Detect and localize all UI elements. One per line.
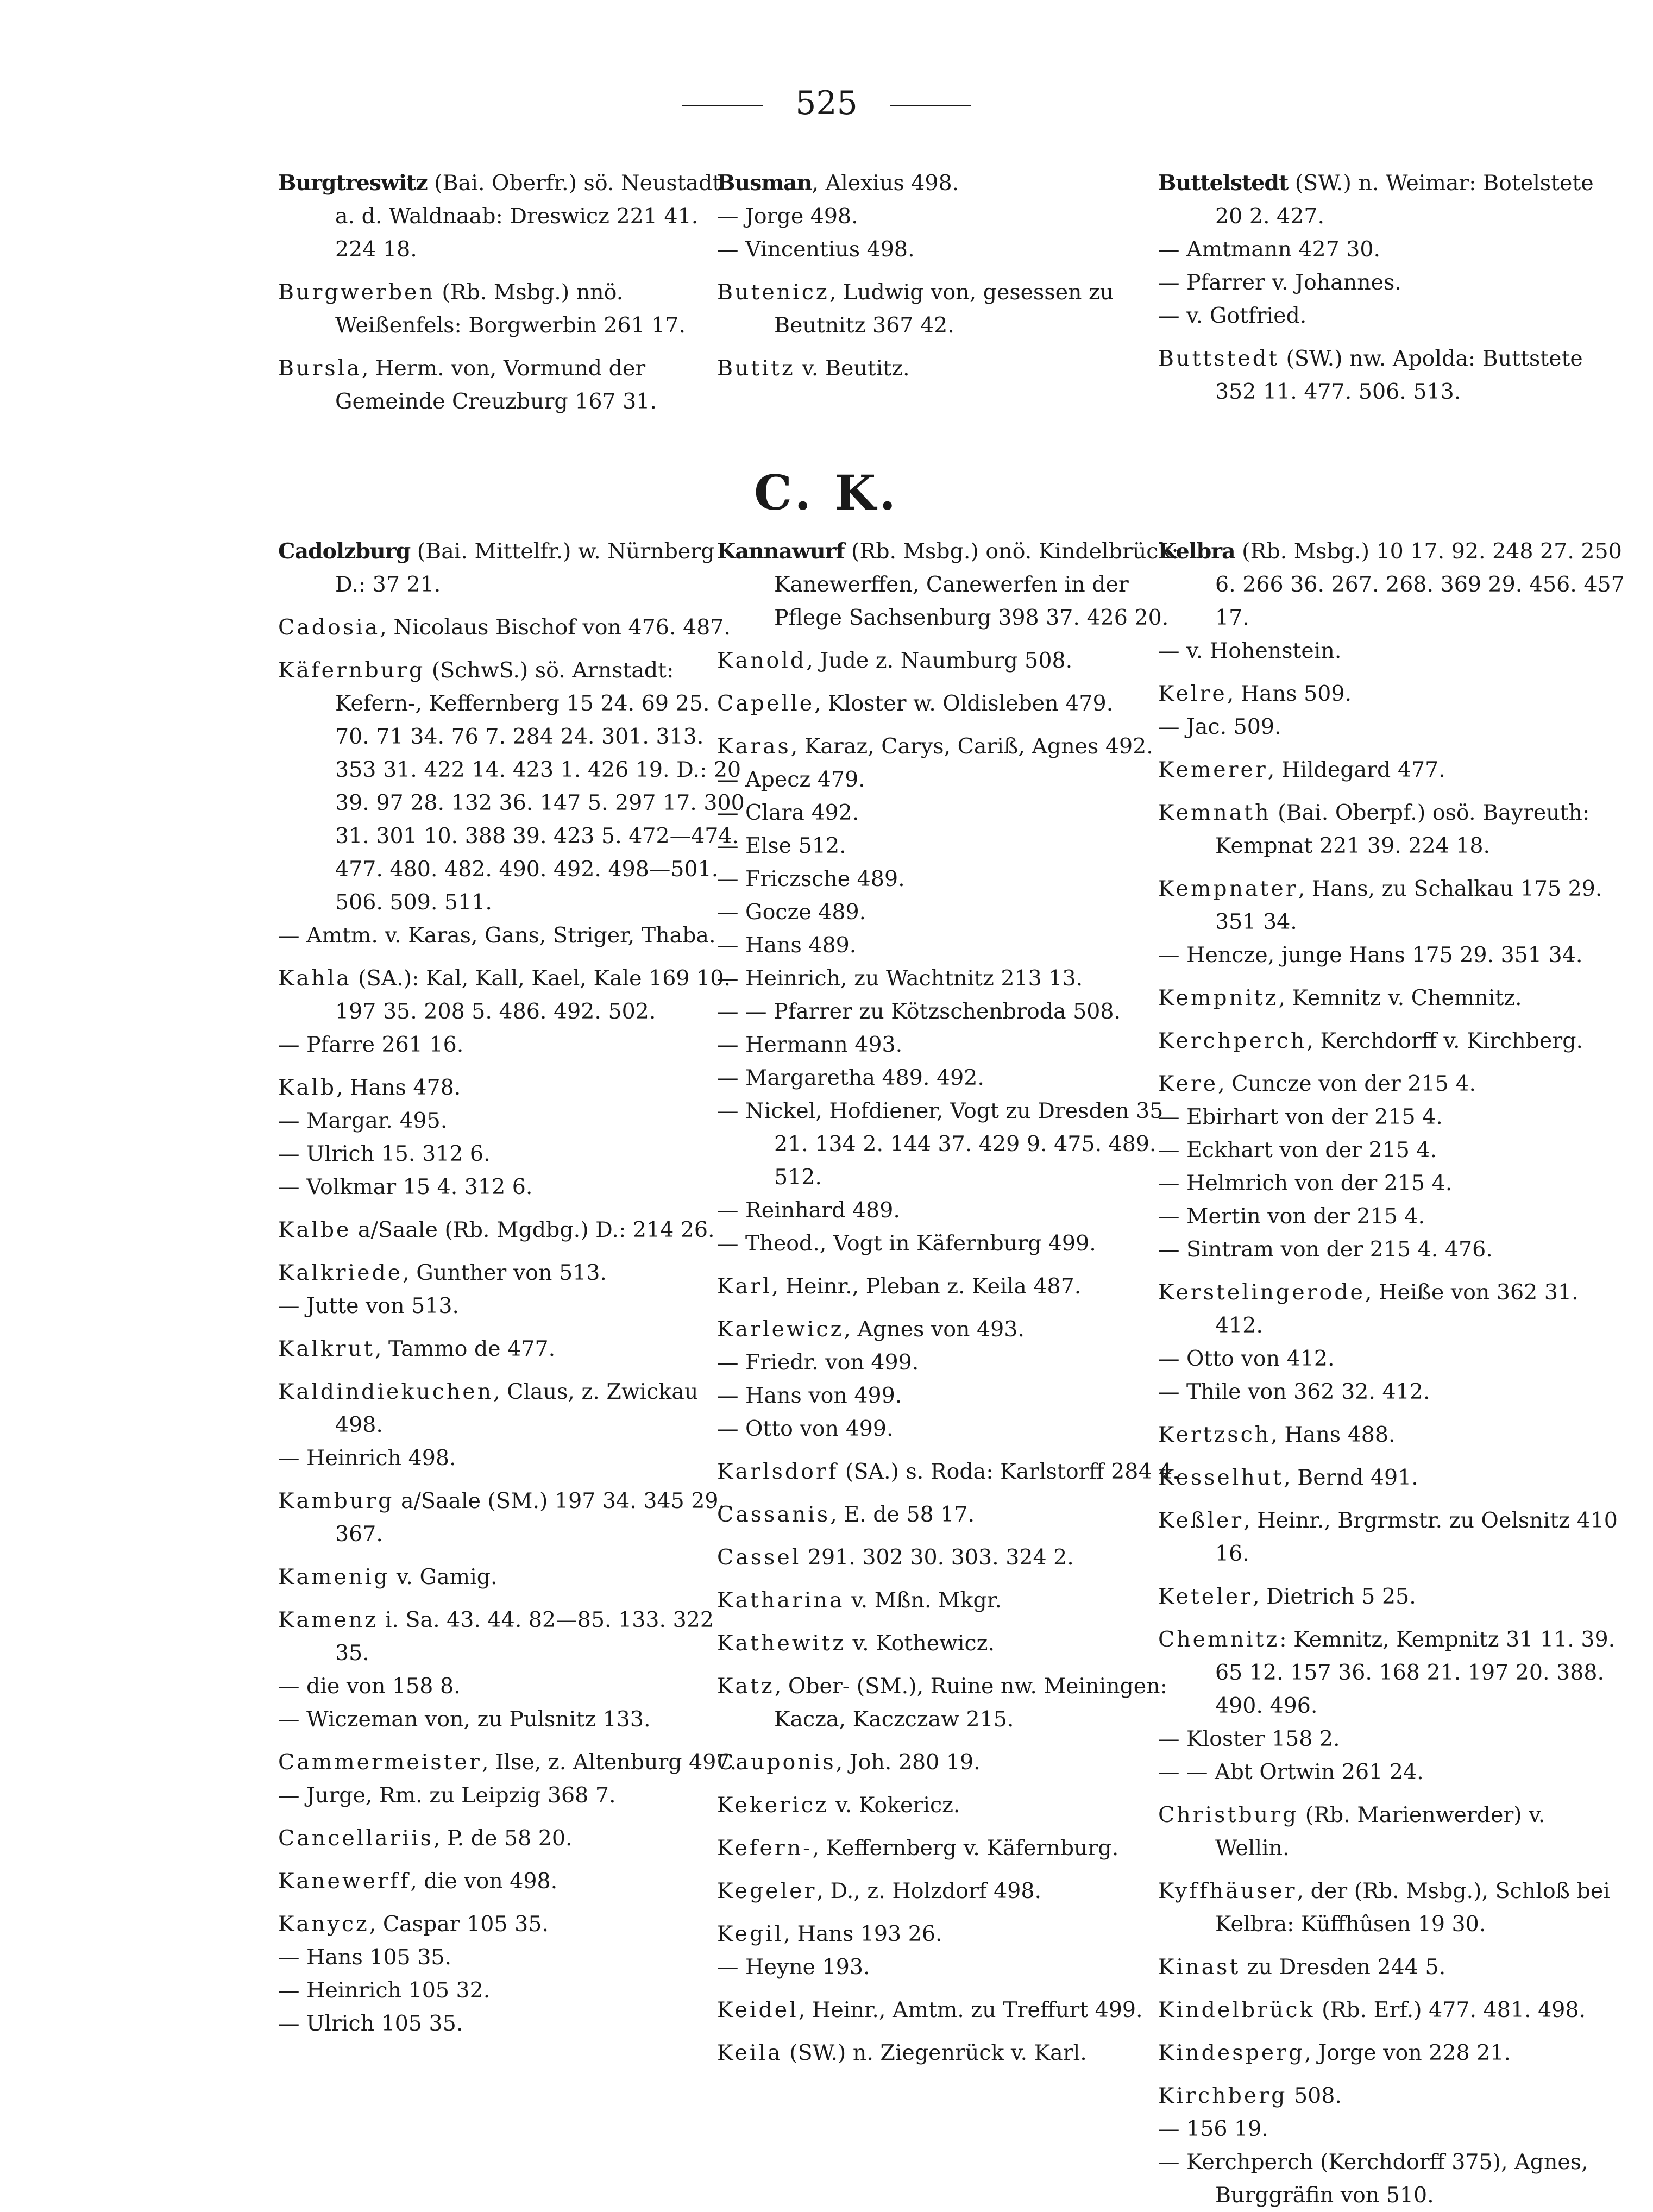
index-entry [717, 1095, 1184, 1194]
entry-headword: Kalkrut [278, 1336, 375, 1361]
entry-text: , Herm. von, Vormund der Gemeinde Creuzburg 167 31. [335, 356, 657, 414]
index-entry [1158, 753, 1625, 787]
entry-headword: Kindesperg [1158, 2040, 1305, 2065]
index-entry [1158, 796, 1625, 863]
index-entry [278, 1670, 745, 1703]
entry-text: , Kloster w. Oldisleben 479. [814, 691, 1114, 716]
index-entry [1158, 342, 1625, 409]
entry-text: , Tammo de 477. [374, 1336, 556, 1361]
index-entry [1158, 266, 1625, 299]
entry-text: , Ludwig von, gesessen zu Beutnitz 367 42. [774, 280, 1114, 338]
entry-headword: Christburg [1158, 1802, 1299, 1827]
entry-headword: Kemnath [1158, 800, 1271, 825]
index-entry [278, 535, 745, 601]
entry-headword: Busman [717, 171, 812, 196]
top-column-3 [1158, 167, 1625, 409]
entry-text: , Kerchdorff v. Kirchberg. [1306, 1028, 1583, 1053]
entry-headword: Keßler [1158, 1508, 1244, 1533]
entry-text: , die von 498. [410, 1869, 558, 1894]
index-entry [717, 1918, 1184, 1951]
entry-text: , Cuncze von der 215 4. [1218, 1071, 1476, 1096]
index-entry [278, 962, 745, 1028]
entry-headword: Kegeler [717, 1878, 817, 1903]
index-entry [278, 1290, 745, 1323]
entry-text: — Heinrich 498. [278, 1446, 456, 1471]
entry-text: , Ilse, z. Altenburg 497. [481, 1750, 737, 1775]
entry-headword: Kannawurf [717, 539, 845, 564]
entry-text: , Karaz, Carys, Cariß, Agnes 492. [790, 734, 1153, 759]
index-entry [278, 1138, 745, 1171]
index-entry [717, 730, 1184, 763]
entry-headword: Kyffhäuser [1158, 1878, 1297, 1903]
entry-headword: Käfernburg [278, 658, 425, 683]
entry-text: — Ulrich 15. 312 6. [278, 1141, 491, 1166]
index-entry [717, 1875, 1184, 1908]
entry-text: — v. Hohenstein. [1158, 638, 1342, 663]
entry-text: — Reinhard 489. [717, 1198, 900, 1223]
entry-text: — Thile von 362 32. 412. [1158, 1379, 1430, 1404]
entry-headword: Burgtreswitz [278, 171, 428, 196]
index-entry [717, 352, 1184, 385]
index-entry [1158, 167, 1625, 233]
index-entry [1158, 2079, 1625, 2113]
entry-text: : Kemnitz, Kempnitz 31 11. 39. 65 12. 157 36. 168 21. 197 20. 388. 490. 496. [1215, 1627, 1616, 1718]
index-entry [1158, 872, 1625, 939]
entry-text: , D., z. Holzdorf 498. [816, 1878, 1042, 1903]
entry-text: v. Kokericz. [828, 1793, 960, 1818]
entry-text: , Heinr., Amtm. zu Treffurt 499. [798, 1997, 1143, 2022]
entry-text: — Sintram von der 215 4. 476. [1158, 1237, 1493, 1262]
entry-text: — Margaretha 489. 492. [717, 1065, 984, 1090]
index-entry [1158, 1233, 1625, 1266]
entry-text: v. Gamig. [389, 1564, 498, 1589]
entry-text: , Alexius 498. [812, 171, 959, 196]
entry-headword: Chemnitz [1158, 1627, 1280, 1652]
entry-headword: Cammermeister [278, 1750, 482, 1775]
entry-headword: Kirchberg [1158, 2083, 1287, 2108]
index-entry [278, 1703, 745, 1736]
entry-text: — Mertin von der 215 4. [1158, 1204, 1425, 1229]
entry-text: (Rb. Msbg.) nnö. Weißenfels: Borgwerbin 261 17. [335, 280, 686, 338]
entry-text: — Heyne 193. [717, 1955, 870, 1980]
index-entry [717, 1061, 1184, 1095]
entry-headword: Butenicz [717, 280, 829, 305]
entry-text: , Hans 193 26. [783, 1921, 942, 1946]
index-entry [717, 200, 1184, 233]
index-entry [717, 1670, 1184, 1736]
entry-headword: Kere [1158, 1071, 1218, 1096]
entry-text: — Hans 489. [717, 933, 857, 958]
entry-text: , Claus, z. Zwickau 498. [335, 1379, 699, 1437]
index-entry [1158, 299, 1625, 332]
entry-headword: Cauponis [717, 1750, 836, 1775]
entry-headword: Buttstedt [1158, 346, 1279, 371]
entry-text: — Theod., Vogt in Käfernburg 499. [717, 1231, 1096, 1256]
index-entry [1158, 939, 1625, 972]
index-entry [278, 1256, 745, 1290]
entry-text: , Hans 509. [1227, 681, 1352, 706]
index-entry [717, 1627, 1184, 1660]
entry-text: 508. [1287, 2083, 1342, 2108]
entry-text: — 156 19. [1158, 2116, 1268, 2141]
entry-headword: Kesselhut [1158, 1465, 1284, 1490]
entry-headword: Kanold [717, 648, 807, 673]
entry-text: , Caspar 105 35. [369, 1912, 549, 1937]
entry-headword: Kamburg [278, 1488, 394, 1513]
entry-headword: Kalbe [278, 1217, 351, 1242]
index-entry [717, 535, 1184, 634]
index-entry [1158, 2146, 1625, 2212]
index-entry [717, 995, 1184, 1028]
entry-headword: Kamenig [278, 1564, 390, 1589]
index-entry [1158, 634, 1625, 668]
main-column-3 [1158, 535, 1625, 2212]
entry-text: — Friczsche 489. [717, 866, 905, 891]
entry-text: (SA.): Kal, Kall, Kael, Kale 169 10. 197 35. 208 5. 486. 492. 502. [335, 966, 731, 1024]
entry-text: — Amtm. v. Karas, Gans, Striger, Thaba. [278, 923, 716, 948]
index-entry [717, 1455, 1184, 1488]
entry-headword: Kanewerff [278, 1869, 411, 1894]
index-entry [278, 1333, 745, 1366]
index-entry [1158, 1623, 1625, 1723]
entry-text: , Jorge von 228 21. [1304, 2040, 1511, 2065]
index-entry [278, 352, 745, 418]
entry-text: (SW.) nw. Apolda: Buttstete 352 11. 477. 506. 513. [1215, 346, 1583, 404]
index-entry [1158, 2037, 1625, 2070]
entry-text: a/Saale (Rb. Mgdbg.) D.: 214 26. [351, 1217, 715, 1242]
section-heading: C. K. [754, 464, 899, 521]
entry-text: — Kloster 158 2. [1158, 1726, 1340, 1751]
entry-text: — Hans von 499. [717, 1383, 902, 1408]
index-entry [717, 276, 1184, 342]
entry-text: — Nickel, Hofdiener, Vogt zu Dresden 35 21. 134 2. 144 37. 429 9. 475. 489. 512. [717, 1098, 1164, 1190]
entry-text: (Rb. Msbg.) onö. Kindelbrück: Kanewerffen, Canewerfen in der Pflege Sachsenburg 398 37. 426 20. [774, 539, 1179, 630]
index-entry [278, 1822, 745, 1855]
entry-text: i. Sa. 43. 44. 82—85. 133. 322 35. [335, 1607, 714, 1666]
entry-headword: Keteler [1158, 1584, 1253, 1609]
index-entry [1158, 1167, 1625, 1200]
entry-headword: Buttelstedt [1158, 171, 1289, 196]
entry-text: (SW.) n. Weimar: Botelstete 20 2. 427. [1215, 171, 1594, 229]
index-entry [1158, 1504, 1625, 1570]
entry-headword: Kanycz [278, 1912, 369, 1937]
entry-text: (SW.) n. Ziegenrück v. Karl. [782, 2040, 1087, 2065]
entry-text: — Ulrich 105 35. [278, 2011, 463, 2036]
index-entry [1158, 1994, 1625, 2027]
index-entry [717, 1541, 1184, 1574]
page-header [0, 84, 1653, 122]
entry-headword: Karas [717, 734, 791, 759]
entry-headword: Bursla [278, 356, 362, 381]
entry-text: — die von 158 8. [278, 1674, 461, 1699]
entry-headword: Kempnitz [1158, 985, 1279, 1010]
index-entry [717, 167, 1184, 200]
entry-text: — — Abt Ortwin 261 24. [1158, 1759, 1424, 1784]
index-entry [717, 1412, 1184, 1446]
index-entry [717, 2037, 1184, 2070]
entry-text: — Heinrich, zu Wachtnitz 213 13. [717, 966, 1083, 991]
index-entry [717, 1994, 1184, 2027]
entry-headword: Katz [717, 1674, 775, 1699]
index-entry [1158, 1756, 1625, 1789]
index-entry [278, 2007, 745, 2040]
index-entry [717, 1951, 1184, 1984]
entry-text: , Nicolaus Bischof von 476. 487. [380, 615, 731, 640]
index-entry [278, 1604, 745, 1670]
top-column-1 [278, 167, 745, 418]
index-entry [1158, 535, 1625, 634]
entry-text: — Eckhart von der 215 4. [1158, 1138, 1437, 1162]
index-entry [1158, 1067, 1625, 1101]
entry-text: , Keffernberg v. Käfernburg. [812, 1836, 1119, 1861]
entry-headword: Cancellariis [278, 1826, 433, 1851]
index-entry [278, 1974, 745, 2007]
entry-text: — — Pfarrer zu Kötzschenbroda 508. [717, 999, 1121, 1024]
entry-text: , Heinr., Brgrmstr. zu Oelsnitz 410 16. [1215, 1508, 1618, 1566]
entry-text: , Kemnitz v. Chemnitz. [1278, 985, 1522, 1010]
entry-text: , Hans 488. [1271, 1422, 1396, 1447]
entry-text: v. Beutitz. [795, 356, 910, 381]
index-entry [717, 1379, 1184, 1412]
index-entry [278, 919, 745, 952]
entry-headword: Karlewicz [717, 1317, 844, 1342]
main-column-1 [278, 535, 745, 2040]
main-column-2 [717, 535, 1184, 2070]
entry-text: — Friedr. von 499. [717, 1350, 919, 1375]
entry-text: , Hans, zu Schalkau 175 29. 351 34. [1215, 876, 1602, 934]
index-entry [717, 1789, 1184, 1822]
entry-text: — Kerchperch (Kerchdorff 375), Agnes, Burggräfin von 510. [1158, 2150, 1588, 2208]
index-entry [278, 1214, 745, 1247]
entry-text: — Jac. 509. [1158, 714, 1281, 739]
entry-text: (Bai. Oberpf.) osö. Bayreuth: Kempnat 221 39. 224 18. [1215, 800, 1590, 858]
entry-headword: Cadolzburg [278, 539, 411, 564]
entry-text: — Hans 105 35. [278, 1945, 452, 1970]
entry-text: (Rb. Marienwerder) v. Wellin. [1215, 1802, 1545, 1861]
index-entry [1158, 1200, 1625, 1233]
entry-text: , Jude z. Naumburg 508. [806, 648, 1073, 673]
index-entry [1158, 1951, 1625, 1984]
entry-headword: Kertzsch [1158, 1422, 1271, 1447]
entry-text: — Volkmar 15 4. 312 6. [278, 1174, 533, 1199]
entry-text: (SchwS.) sö. Arnstadt: Kefern-, Keffernberg 15 24. 69 25. 70. 71 34. 76 7. 284 24. 301. 313. 353 31. 422 14. 423 1. 426 19. D.: 20 39. 97 28. 132 36. 147 5. 297 17. 300 31. 301 10. 388 39. 423 5. 472—474. 477. 480. 482. 490. 492. 498—501. 506. 509. 511. [335, 658, 745, 915]
entry-text: , Heinr., Pleban z. Keila 487. [771, 1274, 1082, 1299]
index-entry [717, 233, 1184, 266]
entry-text: , Agnes von 493. [844, 1317, 1025, 1342]
index-entry [717, 1194, 1184, 1227]
index-entry [278, 1375, 745, 1442]
index-entry [278, 1908, 745, 1941]
entry-text: — Jurge, Rm. zu Leipzig 368 7. [278, 1783, 616, 1808]
entry-text: — Otto von 412. [1158, 1346, 1335, 1371]
index-entry [278, 1779, 745, 1812]
entry-text: , Gunther von 513. [403, 1260, 607, 1285]
entry-text: , E. de 58 17. [830, 1502, 975, 1527]
index-entry [278, 654, 745, 919]
entry-headword: Cassanis [717, 1502, 831, 1527]
index-entry [1158, 982, 1625, 1015]
entry-text: , Dietrich 5 25. [1252, 1584, 1416, 1609]
entry-text: (Bai. Oberfr.) sö. Neustadt a. d. Waldnaab: Dreswicz 221 41. 224 18. [335, 171, 721, 262]
entry-text: — Jutte von 513. [278, 1293, 460, 1318]
index-entry [278, 1104, 745, 1138]
header-rule-left [682, 105, 763, 106]
entry-headword: Kekericz [717, 1793, 829, 1818]
entry-text: — Wiczeman von, zu Pulsnitz 133. [278, 1707, 651, 1732]
entry-text: v. Kothewicz. [845, 1631, 995, 1656]
entry-text: — Hermann 493. [717, 1032, 903, 1057]
entry-headword: Keidel [717, 1997, 799, 2022]
entry-text: (SA.) s. Roda: Karlstorff 284 4. [838, 1459, 1179, 1484]
index-entry [717, 1270, 1184, 1303]
index-entry [717, 1028, 1184, 1061]
index-entry [278, 1941, 745, 1974]
index-entry [1158, 1101, 1625, 1134]
entry-headword: Butitz [717, 356, 795, 381]
entry-text: — Clara 492. [717, 800, 859, 825]
entry-text: — Otto von 499. [717, 1416, 894, 1441]
index-entry [1158, 1723, 1625, 1756]
entry-text: — v. Gotfried. [1158, 303, 1307, 328]
index-entry [717, 763, 1184, 796]
header-rule-right [890, 105, 971, 106]
entry-headword: Burgwerben [278, 280, 435, 305]
entry-text: — Hencze, junge Hans 175 29. 351 34. [1158, 942, 1583, 967]
entry-text: , Hans 478. [336, 1075, 461, 1100]
entry-text: — Vincentius 498. [717, 237, 915, 262]
index-entry [717, 863, 1184, 896]
entry-headword: Kerstelingerode [1158, 1280, 1365, 1305]
entry-headword: Kelre [1158, 681, 1227, 706]
entry-text: — Apecz 479. [717, 767, 865, 792]
entry-text: zu Dresden 244 5. [1240, 1955, 1446, 1980]
entry-text: — Else 512. [717, 833, 846, 858]
entry-headword: Kahla [278, 966, 351, 991]
index-entry [1158, 1276, 1625, 1342]
entry-text: — Margar. 495. [278, 1108, 448, 1133]
index-entry [717, 1313, 1184, 1346]
index-entry [1158, 1799, 1625, 1865]
page-number: 525 [795, 84, 858, 122]
index-entry [278, 1746, 745, 1779]
entry-headword: Kalb [278, 1075, 336, 1100]
entry-text: , P. de 58 20. [433, 1826, 573, 1851]
entry-text: 291. 302 30. 303. 324 2. [801, 1545, 1074, 1570]
index-entry [717, 1346, 1184, 1379]
entry-text: — Heinrich 105 32. [278, 1978, 491, 2003]
index-entry [278, 1171, 745, 1204]
entry-text: — Pfarrer v. Johannes. [1158, 270, 1401, 295]
entry-headword: Kindelbrück [1158, 1997, 1315, 2022]
index-entry [717, 687, 1184, 720]
index-entry [717, 1832, 1184, 1865]
index-entry [1158, 711, 1625, 744]
index-entry [1158, 233, 1625, 266]
entry-text: v. Mßn. Mkgr. [844, 1588, 1002, 1613]
entry-headword: Keila [717, 2040, 783, 2065]
index-entry [717, 1227, 1184, 1260]
index-entry [717, 644, 1184, 677]
entry-text: , Bernd 491. [1284, 1465, 1418, 1490]
index-entry [1158, 677, 1625, 711]
entry-text: (Bai. Mittelfr.) w. Nürnberg D.: 37 21. [335, 539, 715, 597]
entry-headword: Kemerer [1158, 757, 1268, 782]
entry-text: , Heiße von 362 31. 412. [1215, 1280, 1579, 1338]
index-entry [278, 167, 745, 266]
index-entry [1158, 1875, 1625, 1941]
index-entry [717, 830, 1184, 863]
index-entry [278, 276, 745, 342]
entry-text: , Hildegard 477. [1267, 757, 1445, 782]
entry-text: , Joh. 280 19. [835, 1750, 981, 1775]
entry-headword: Kaldindiekuchen [278, 1379, 494, 1404]
index-entry [1158, 1461, 1625, 1494]
index-entry [278, 1865, 745, 1898]
entry-headword: Kalkriede [278, 1260, 403, 1285]
entry-headword: Kegil [717, 1921, 784, 1946]
entry-text: (Rb. Msbg.) 10 17. 92. 248 27. 250 6. 266 36. 267. 268. 369 29. 456. 457 17. [1215, 539, 1625, 630]
index-entry [278, 611, 745, 644]
index-entry [278, 1442, 745, 1475]
entry-text: — Helmrich von der 215 4. [1158, 1171, 1453, 1196]
entry-text: a/Saale (SM.) 197 34. 345 29. 367. [335, 1488, 726, 1547]
index-entry [717, 962, 1184, 995]
entry-headword: Katharina [717, 1588, 845, 1613]
index-entry [278, 1561, 745, 1594]
entry-text: — Pfarre 261 16. [278, 1032, 464, 1057]
entry-text: — Amtmann 427 30. [1158, 237, 1381, 262]
index-entry [278, 1485, 745, 1551]
entry-text: — Ebirhart von der 215 4. [1158, 1104, 1443, 1129]
entry-headword: Kelbra [1158, 539, 1235, 564]
entry-text: , der (Rb. Msbg.), Schloß bei Kelbra: Küffhûsen 19 30. [1215, 1878, 1610, 1937]
index-entry [717, 929, 1184, 962]
entry-text: — Gocze 489. [717, 900, 866, 925]
index-entry [717, 1498, 1184, 1531]
entry-headword: Karl [717, 1274, 772, 1299]
index-entry [1158, 1375, 1625, 1409]
entry-text: (Rb. Erf.) 477. 481. 498. [1315, 1997, 1586, 2022]
index-entry [1158, 1342, 1625, 1375]
index-entry [278, 1028, 745, 1061]
entry-text: , Ober- (SM.), Ruine nw. Meiningen: Kacza, Kaczczaw 215. [774, 1674, 1167, 1732]
index-entry [717, 796, 1184, 830]
index-entry [1158, 1134, 1625, 1167]
index-entry [1158, 1025, 1625, 1058]
entry-headword: Karlsdorf [717, 1459, 839, 1484]
index-entry [1158, 1580, 1625, 1613]
index-entry [717, 1746, 1184, 1779]
entry-headword: Kerchperch [1158, 1028, 1307, 1053]
entry-headword: Kefern- [717, 1836, 813, 1861]
index-entry [278, 1071, 745, 1104]
entry-headword: Cadosia [278, 615, 380, 640]
entry-headword: Kathewitz [717, 1631, 846, 1656]
top-column-2 [717, 167, 1184, 385]
entry-headword: Capelle [717, 691, 815, 716]
entry-text: — Jorge 498. [717, 204, 858, 229]
entry-headword: Kempnater [1158, 876, 1298, 901]
entry-headword: Kamenz [278, 1607, 379, 1632]
index-entry [717, 1584, 1184, 1617]
index-entry [717, 896, 1184, 929]
index-entry [1158, 2113, 1625, 2146]
entry-headword: Kinast [1158, 1955, 1241, 1980]
entry-headword: Cassel [717, 1545, 801, 1570]
index-entry [1158, 1418, 1625, 1451]
